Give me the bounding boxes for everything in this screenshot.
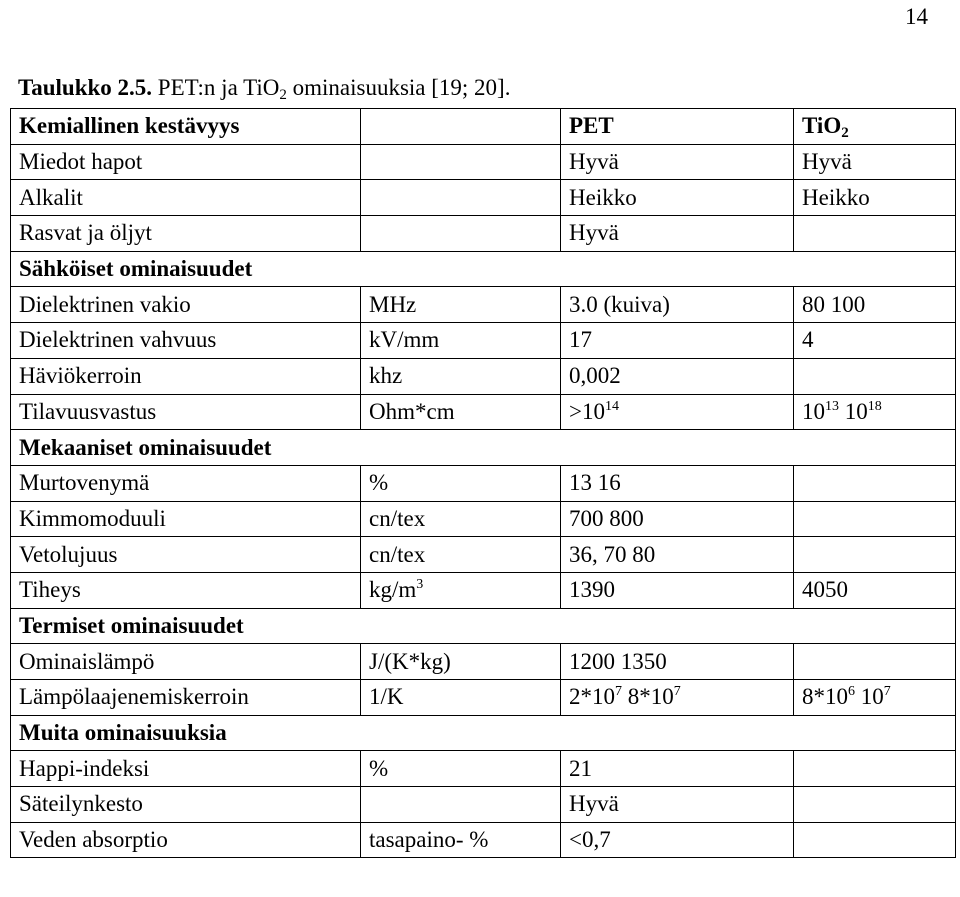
unit-cell [361, 144, 561, 180]
table-row [11, 537, 956, 573]
caption-label: Taulukko 2.5. [18, 75, 153, 100]
property-cell: Veden absorptio [11, 822, 361, 858]
property-cell: Happi-indeksi [11, 751, 361, 787]
table-row [11, 144, 956, 180]
table-row [11, 751, 956, 787]
tio2-cell [794, 358, 956, 394]
pet-cell: Heikko [561, 180, 794, 216]
pet-value-b-exponent: 7 [673, 684, 681, 700]
table-row [11, 572, 956, 608]
property-cell: Tiheys [11, 572, 361, 608]
unit-cell: khz [361, 358, 561, 394]
table-row [11, 394, 956, 430]
pet-cell: 3.0 (kuiva) [561, 287, 794, 323]
table-caption [18, 75, 510, 101]
header-tio2 [794, 109, 956, 145]
property-cell: Alkalit [11, 180, 361, 216]
property-cell: Rasvat ja öljyt [11, 216, 361, 252]
tio2-value-a-exponent: 13 [825, 398, 839, 414]
tio2-cell: 4 [794, 323, 956, 359]
unit-cell: % [361, 465, 561, 501]
caption-text-post: ominaisuuksia [19; 20]. [286, 75, 511, 100]
unit-cell [361, 180, 561, 216]
unit-cell: MHz [361, 287, 561, 323]
tio2-cell [794, 680, 956, 716]
tio2-cell: 4050 [794, 572, 956, 608]
pet-cell: 13 16 [561, 465, 794, 501]
pet-cell: Hyvä [561, 216, 794, 252]
section-row-mechanical [11, 430, 956, 466]
pet-value-a-base: 2*10 [569, 684, 615, 710]
page-number: 14 [905, 4, 928, 29]
tio2-value-a-exponent: 6 [848, 684, 855, 700]
unit-cell [361, 572, 561, 608]
section-row-electrical [11, 251, 956, 287]
unit-cell: cn/tex [361, 537, 561, 573]
tio2-value-a-base: 10 [802, 398, 825, 424]
pet-cell: 1200 1350 [561, 644, 794, 680]
property-cell: Murtovenymä [11, 465, 361, 501]
pet-cell: Hyvä [561, 787, 794, 823]
tio2-cell [794, 465, 956, 501]
pet-value-base: >10 [569, 398, 605, 424]
tio2-value-a-base: 8*10 [802, 684, 848, 710]
unit-base: kg/m [369, 577, 417, 603]
table-row [11, 216, 956, 252]
tio2-cell [794, 822, 956, 858]
tio2-value-b-base: 10 [855, 684, 884, 710]
properties-table [10, 108, 956, 858]
tio2-cell: Heikko [794, 180, 956, 216]
pet-cell: 700 800 [561, 501, 794, 537]
pet-value-b-base: 8*10 [622, 684, 674, 710]
unit-exponent: 3 [416, 577, 424, 593]
unit-cell: cn/tex [361, 501, 561, 537]
header-unit [361, 109, 561, 145]
property-cell: Vetolujuus [11, 537, 361, 573]
pet-cell: 17 [561, 323, 794, 359]
tio2-cell [794, 537, 956, 573]
pet-cell: Hyvä [561, 144, 794, 180]
table-header-row [11, 109, 956, 145]
tio2-cell [794, 501, 956, 537]
header-tio2-base: TiO [802, 113, 842, 139]
unit-cell: tasapaino- % [361, 822, 561, 858]
header-tio2-subscript: 2 [841, 125, 849, 142]
unit-cell: 1/K [361, 680, 561, 716]
pet-value-exponent: 14 [604, 398, 619, 414]
property-cell: Ominaislämpö [11, 644, 361, 680]
property-cell: Dielektrinen vahvuus [11, 323, 361, 359]
table-row [11, 644, 956, 680]
pet-cell: <0,7 [561, 822, 794, 858]
tio2-cell [794, 394, 956, 430]
section-row-other [11, 715, 956, 751]
pet-value-a-exponent: 7 [615, 684, 622, 700]
property-cell: Tilavuusvastus [11, 394, 361, 430]
tio2-cell [794, 216, 956, 252]
table-row [11, 787, 956, 823]
pet-cell: 0,002 [561, 358, 794, 394]
tio2-value-b-exponent: 18 [867, 398, 882, 414]
pet-cell: 21 [561, 751, 794, 787]
tio2-cell [794, 644, 956, 680]
table-row [11, 180, 956, 216]
section-heading: Termiset ominaisuudet [11, 608, 956, 644]
tio2-cell: 80 100 [794, 287, 956, 323]
section-heading: Mekaaniset ominaisuudet [11, 430, 956, 466]
tio2-value-b-exponent: 7 [883, 684, 891, 700]
tio2-cell: Hyvä [794, 144, 956, 180]
section-heading: Sähköiset ominaisuudet [11, 251, 956, 287]
unit-cell [361, 216, 561, 252]
unit-cell: Ohm*cm [361, 394, 561, 430]
table-row [11, 501, 956, 537]
tio2-cell [794, 787, 956, 823]
unit-cell: kV/mm [361, 323, 561, 359]
pet-cell: 1390 [561, 572, 794, 608]
property-cell: Dielektrinen vakio [11, 287, 361, 323]
caption-subscript: 2 [279, 87, 287, 103]
property-cell: Kimmomoduuli [11, 501, 361, 537]
table-row [11, 287, 956, 323]
property-cell: Säteilynkesto [11, 787, 361, 823]
unit-cell: % [361, 751, 561, 787]
unit-cell [361, 787, 561, 823]
caption-text-pre: PET:n ja TiO [152, 75, 280, 100]
pet-cell: 36, 70 80 [561, 537, 794, 573]
section-row-thermal [11, 608, 956, 644]
unit-cell: J/(K*kg) [361, 644, 561, 680]
table-row [11, 465, 956, 501]
property-cell: Häviökerroin [11, 358, 361, 394]
table-row [11, 323, 956, 359]
table-row [11, 822, 956, 858]
tio2-cell [794, 751, 956, 787]
header-pet: PET [561, 109, 794, 145]
table-row [11, 680, 956, 716]
property-cell: Miedot hapot [11, 144, 361, 180]
pet-cell [561, 680, 794, 716]
table-row [11, 358, 956, 394]
pet-cell [561, 394, 794, 430]
tio2-value-b-base: 10 [844, 398, 868, 424]
header-category: Kemiallinen kestävyys [11, 109, 361, 145]
section-heading: Muita ominaisuuksia [11, 715, 956, 751]
property-cell: Lämpölaajenemiskerroin [11, 680, 361, 716]
